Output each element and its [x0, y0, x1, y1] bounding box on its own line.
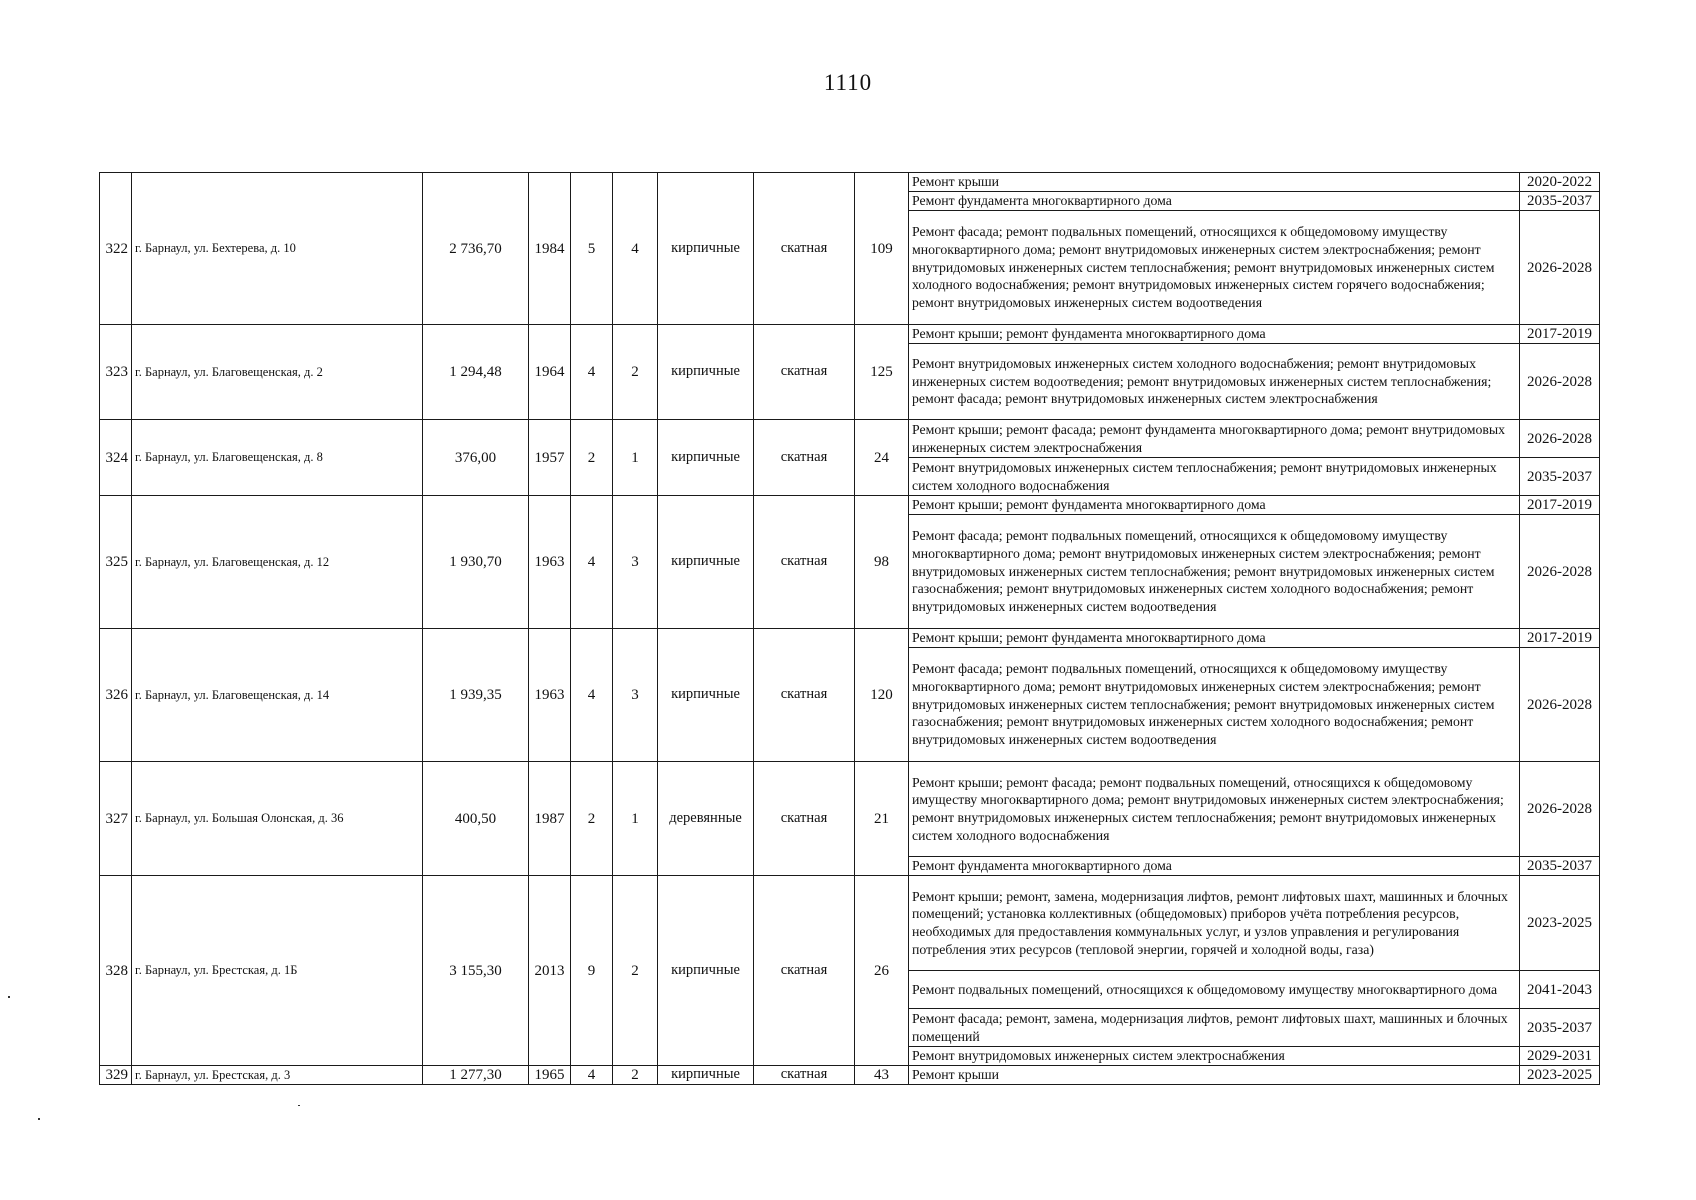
period-cell: 2035-2037 — [1520, 857, 1600, 876]
work-description-cell: Ремонт фундамента многоквартирного дома — [909, 192, 1520, 211]
area-cell: 1 277,30 — [423, 1066, 529, 1085]
year-cell: 1965 — [529, 1066, 571, 1085]
area-cell: 2 736,70 — [423, 173, 529, 325]
floors-cell: 4 — [571, 496, 613, 629]
work-description-cell: Ремонт крыши; ремонт фундамента многоквартирного дома — [909, 629, 1520, 648]
wall-material-cell: кирпичные — [658, 876, 754, 1066]
wall-material-cell: кирпичные — [658, 1066, 754, 1085]
work-description-cell: Ремонт крыши; ремонт фасада; ремонт фундамента многоквартирного дома; ремонт внутридомовых инженерных систем электроснабжения — [909, 420, 1520, 458]
roof-type-cell: скатная — [754, 325, 855, 420]
table-row — [100, 173, 1600, 192]
residents-cell: 109 — [855, 173, 909, 325]
residents-cell: 24 — [855, 420, 909, 496]
row-number: 327 — [100, 762, 132, 876]
table-row — [100, 1066, 1600, 1085]
entrances-cell: 3 — [613, 496, 658, 629]
wall-material-cell: деревянные — [658, 762, 754, 876]
period-cell: 2023-2025 — [1520, 876, 1600, 971]
year-cell: 1964 — [529, 325, 571, 420]
table-row — [100, 496, 1600, 515]
wall-material-cell: кирпичные — [658, 173, 754, 325]
row-number: 324 — [100, 420, 132, 496]
period-cell: 2026-2028 — [1520, 762, 1600, 857]
roof-type-cell: скатная — [754, 1066, 855, 1085]
table-row — [100, 762, 1600, 857]
residents-cell: 21 — [855, 762, 909, 876]
work-description-cell: Ремонт крыши; ремонт фундамента многоквартирного дома — [909, 325, 1520, 344]
address-cell: г. Барнаул, ул. Благовещенская, д. 8 — [132, 420, 423, 496]
period-cell: 2017-2019 — [1520, 629, 1600, 648]
row-number: 328 — [100, 876, 132, 1066]
work-description-cell: Ремонт фасада; ремонт подвальных помещений, относящихся к общедомовому имуществу многоквартирного дома; ремонт внутридомовых инженерных систем электроснабжения; ремонт внутридомовых инженерных систем теплоснабжения; ремонт внутридомовых инженерных систем газоснабжения; ремонт внутридомовых инженерных систем холодного водоснабжения; ремонт внутридомовых инженерных систем водоотведения — [909, 648, 1520, 762]
table-row — [100, 420, 1600, 458]
period-cell: 2017-2019 — [1520, 496, 1600, 515]
roof-type-cell: скатная — [754, 762, 855, 876]
work-description-cell: Ремонт крыши — [909, 173, 1520, 192]
table-body — [100, 173, 1600, 1085]
area-cell: 1 939,35 — [423, 629, 529, 762]
building-repair-table — [99, 172, 1600, 1085]
work-description-cell: Ремонт крыши; ремонт фундамента многоквартирного дома — [909, 496, 1520, 515]
wall-material-cell: кирпичные — [658, 496, 754, 629]
floors-cell: 4 — [571, 1066, 613, 1085]
work-description-cell: Ремонт фундамента многоквартирного дома — [909, 857, 1520, 876]
work-description-cell: Ремонт внутридомовых инженерных систем холодного водоснабжения; ремонт внутридомовых инженерных систем водоотведения; ремонт внутридомовых инженерных систем теплоснабжения; ремонт фасада; ремонт внутридомовых инженерных систем электроснабжения — [909, 344, 1520, 420]
work-description-cell: Ремонт фасада; ремонт подвальных помещений, относящихся к общедомовому имуществу многоквартирного дома; ремонт внутридомовых инженерных систем электроснабжения; ремонт внутридомовых инженерных систем теплоснабжения; ремонт внутридомовых инженерных систем холодного водоснабжения; ремонт внутридомовых инженерных систем горячего водоснабжения; ремонт внутридомовых инженерных систем водоотведения — [909, 211, 1520, 325]
period-cell: 2026-2028 — [1520, 648, 1600, 762]
period-cell: 2041-2043 — [1520, 971, 1600, 1009]
work-description-cell: Ремонт крыши — [909, 1066, 1520, 1085]
area-cell: 376,00 — [423, 420, 529, 496]
roof-type-cell: скатная — [754, 173, 855, 325]
entrances-cell: 1 — [613, 420, 658, 496]
address-cell: г. Барнаул, ул. Брестская, д. 1Б — [132, 876, 423, 1066]
table-row — [100, 876, 1600, 971]
wall-material-cell: кирпичные — [658, 325, 754, 420]
period-cell: 2035-2037 — [1520, 1009, 1600, 1047]
scan-speck — [38, 1118, 40, 1120]
area-cell: 1 294,48 — [423, 325, 529, 420]
row-number: 325 — [100, 496, 132, 629]
area-cell: 400,50 — [423, 762, 529, 876]
wall-material-cell: кирпичные — [658, 629, 754, 762]
year-cell: 1963 — [529, 629, 571, 762]
page-number: 1110 — [823, 70, 873, 95]
roof-type-cell: скатная — [754, 629, 855, 762]
period-cell: 2026-2028 — [1520, 211, 1600, 325]
row-number: 329 — [100, 1066, 132, 1085]
period-cell: 2020-2022 — [1520, 173, 1600, 192]
entrances-cell: 4 — [613, 173, 658, 325]
entrances-cell: 1 — [613, 762, 658, 876]
entrances-cell: 3 — [613, 629, 658, 762]
work-description-cell: Ремонт внутридомовых инженерных систем электроснабжения — [909, 1047, 1520, 1066]
scan-speck — [298, 1105, 300, 1106]
work-description-cell: Ремонт крыши; ремонт фасада; ремонт подвальных помещений, относящихся к общедомовому имуществу многоквартирного дома; ремонт внутридомовых инженерных систем электроснабжения; ремонт внутридомовых инженерных систем теплоснабжения; ремонт внутридомовых инженерных систем холодного водоснабжения — [909, 762, 1520, 857]
year-cell: 2013 — [529, 876, 571, 1066]
period-cell: 2035-2037 — [1520, 458, 1600, 496]
address-cell: г. Барнаул, ул. Брестская, д. 3 — [132, 1066, 423, 1085]
roof-type-cell: скатная — [754, 496, 855, 629]
entrances-cell: 2 — [613, 1066, 658, 1085]
table-row — [100, 325, 1600, 344]
work-description-cell: Ремонт подвальных помещений, относящихся к общедомовому имуществу многоквартирного дома — [909, 971, 1520, 1009]
residents-cell: 125 — [855, 325, 909, 420]
period-cell: 2026-2028 — [1520, 515, 1600, 629]
floors-cell: 4 — [571, 325, 613, 420]
residents-cell: 120 — [855, 629, 909, 762]
period-cell: 2026-2028 — [1520, 420, 1600, 458]
period-cell: 2035-2037 — [1520, 192, 1600, 211]
work-description-cell: Ремонт внутридомовых инженерных систем теплоснабжения; ремонт внутридомовых инженерных систем холодного водоснабжения — [909, 458, 1520, 496]
row-number: 323 — [100, 325, 132, 420]
floors-cell: 4 — [571, 629, 613, 762]
period-cell: 2026-2028 — [1520, 344, 1600, 420]
period-cell: 2023-2025 — [1520, 1066, 1600, 1085]
year-cell: 1987 — [529, 762, 571, 876]
year-cell: 1963 — [529, 496, 571, 629]
year-cell: 1957 — [529, 420, 571, 496]
residents-cell: 98 — [855, 496, 909, 629]
residents-cell: 26 — [855, 876, 909, 1066]
address-cell: г. Барнаул, ул. Бехтерева, д. 10 — [132, 173, 423, 325]
address-cell: г. Барнаул, ул. Большая Олонская, д. 36 — [132, 762, 423, 876]
address-cell: г. Барнаул, ул. Благовещенская, д. 14 — [132, 629, 423, 762]
floors-cell: 2 — [571, 762, 613, 876]
scan-speck — [8, 996, 10, 998]
work-description-cell: Ремонт фасада; ремонт, замена, модернизация лифтов, ремонт лифтовых шахт, машинных и блочных помещений — [909, 1009, 1520, 1047]
table-row — [100, 629, 1600, 648]
entrances-cell: 2 — [613, 325, 658, 420]
floors-cell: 2 — [571, 420, 613, 496]
address-cell: г. Барнаул, ул. Благовещенская, д. 2 — [132, 325, 423, 420]
roof-type-cell: скатная — [754, 876, 855, 1066]
area-cell: 3 155,30 — [423, 876, 529, 1066]
address-cell: г. Барнаул, ул. Благовещенская, д. 12 — [132, 496, 423, 629]
row-number: 322 — [100, 173, 132, 325]
work-description-cell: Ремонт крыши; ремонт, замена, модернизация лифтов, ремонт лифтовых шахт, машинных и блочных помещений; установка коллективных (общедомовых) приборов учёта потребления ресурсов, необходимых для предоставления коммунальных услуг, и узлов управления и регулирования потребления этих ресурсов (тепловой энергии, горячей и холодной воды, газа) — [909, 876, 1520, 971]
work-description-cell: Ремонт фасада; ремонт подвальных помещений, относящихся к общедомовому имуществу многоквартирного дома; ремонт внутридомовых инженерных систем электроснабжения; ремонт внутридомовых инженерных систем теплоснабжения; ремонт внутридомовых инженерных систем газоснабжения; ремонт внутридомовых инженерных систем холодного водоснабжения; ремонт внутридомовых инженерных систем водоотведения — [909, 515, 1520, 629]
row-number: 326 — [100, 629, 132, 762]
area-cell: 1 930,70 — [423, 496, 529, 629]
wall-material-cell: кирпичные — [658, 420, 754, 496]
period-cell: 2017-2019 — [1520, 325, 1600, 344]
floors-cell: 9 — [571, 876, 613, 1066]
roof-type-cell: скатная — [754, 420, 855, 496]
period-cell: 2029-2031 — [1520, 1047, 1600, 1066]
year-cell: 1984 — [529, 173, 571, 325]
residents-cell: 43 — [855, 1066, 909, 1085]
entrances-cell: 2 — [613, 876, 658, 1066]
floors-cell: 5 — [571, 173, 613, 325]
